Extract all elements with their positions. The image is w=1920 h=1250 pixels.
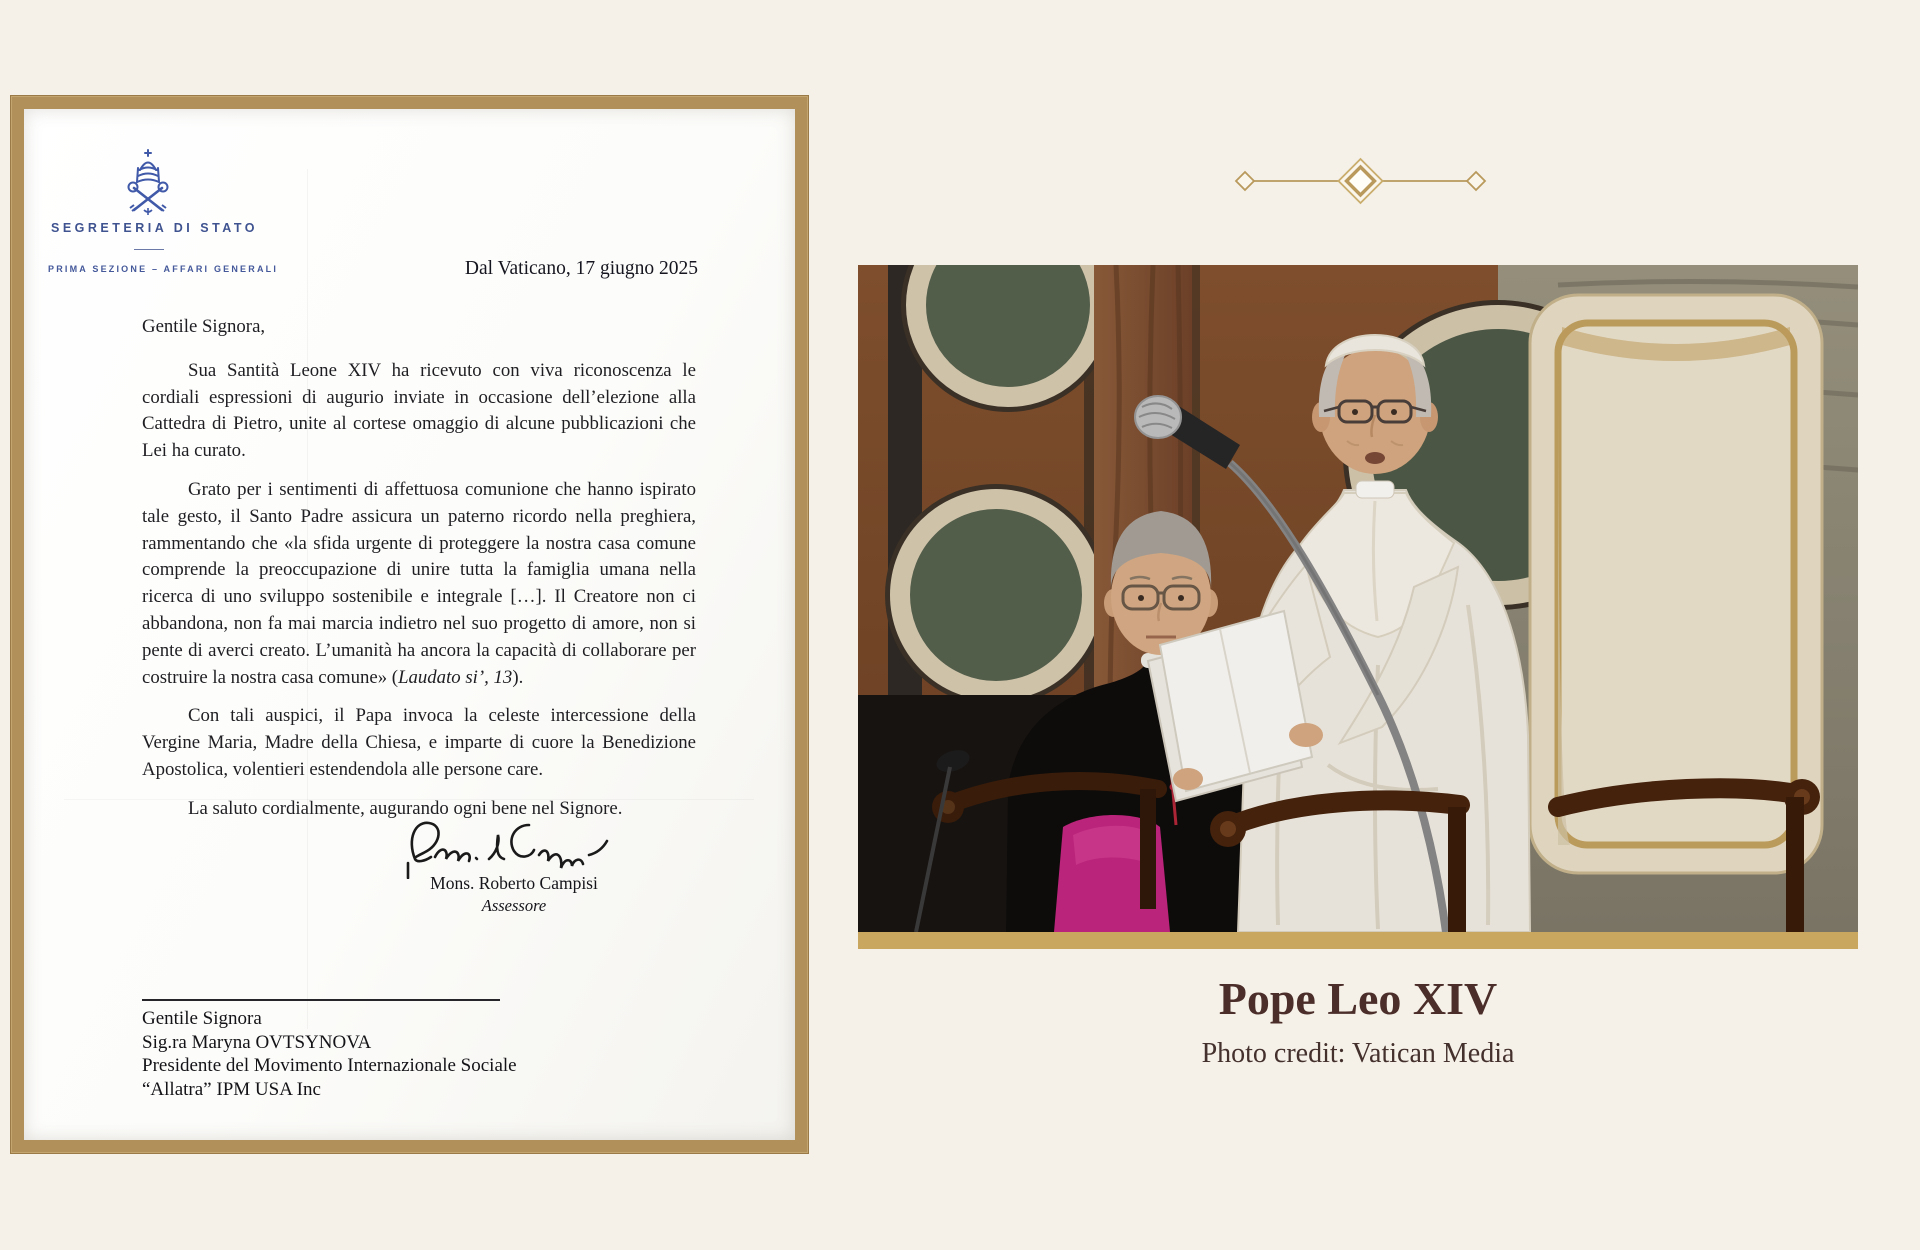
letterhead-rule <box>134 249 164 250</box>
recipient-rule <box>142 999 500 1001</box>
pope-photo <box>858 265 1858 932</box>
letter-paragraph: Sua Santità Leone XIV ha ricevuto con viva riconoscenza le cordiali espressioni di augurio inviate in occasione dell’elezione alla Cattedra di Pietro, unite al cortese omaggio di alcune pubblicazioni che Lei ha curato. <box>142 359 696 462</box>
letter-frame <box>10 95 809 1154</box>
letterhead-section: PRIMA SEZIONE – AFFARI GENERALI <box>48 264 279 274</box>
vatican-coat-of-arms-icon <box>124 148 172 216</box>
photo-credit: Photo credit: Vatican Media <box>1201 1038 1515 1069</box>
recipient-block <box>142 999 572 1101</box>
signer-role: Assessore <box>481 896 547 915</box>
letter-paragraph: Con tali auspici, il Papa invoca la celeste intercessione della Vergine Maria, Madre della Chiesa, e imparte di cuore la Benedizione Apostolica, volentieri estendendola alle persone care. <box>142 705 696 780</box>
citation-text: Laudato si’, 13 <box>398 666 513 688</box>
recipient-line: Presidente del Movimento Internazionale Sociale <box>142 1055 517 1076</box>
letter-dateline: Dal Vaticano, 17 giugno 2025 <box>464 258 698 279</box>
ornament-divider-icon <box>1228 157 1493 205</box>
recipient-line: “Allatra” IPM USA Inc <box>142 1078 321 1100</box>
letter-document <box>24 109 795 1140</box>
paragraph-text: ). <box>512 666 524 688</box>
paragraph-text: Grato per i sentimenti di affettuosa comunione che hanno ispirato tale gesto, il Santo Padre assicura un paterno ricordo nella preghiera, rammentando che «la sfida urgente di proteggere la nostra casa comune comprende la preoccupazione di unire tutta la famiglia umana nella ricerca di uno sviluppo sostenibile e integrale […]. Il Creatore non ci abbandona, non fa mai marcia indietro nel suo progetto di amore, non si pente di averci creato. L’umanità ha ancora la capacità di collaborare per costruire la nostra casa comune» ( <box>142 478 696 688</box>
photo-gold-bar <box>858 932 1858 949</box>
signature-scribble <box>399 813 629 879</box>
letter-salutation: Gentile Signora, <box>142 316 266 337</box>
letter-closing: La saluto cordialmente, augurando ogni bene nel Signore. <box>188 797 623 819</box>
letter-paragraph <box>142 477 696 691</box>
signature-block <box>382 813 646 916</box>
letter-body <box>142 314 696 835</box>
photo-title: Pope Leo XIV <box>1218 973 1498 1024</box>
letterhead-office: SEGRETERIA DI STATO <box>51 221 259 235</box>
recipient-line: Sig.ra Maryna OVTSYNOVA <box>142 1031 372 1053</box>
recipient-line: Gentile Signora <box>142 1008 262 1029</box>
signer-name: Mons. Roberto Campisi <box>430 873 598 893</box>
